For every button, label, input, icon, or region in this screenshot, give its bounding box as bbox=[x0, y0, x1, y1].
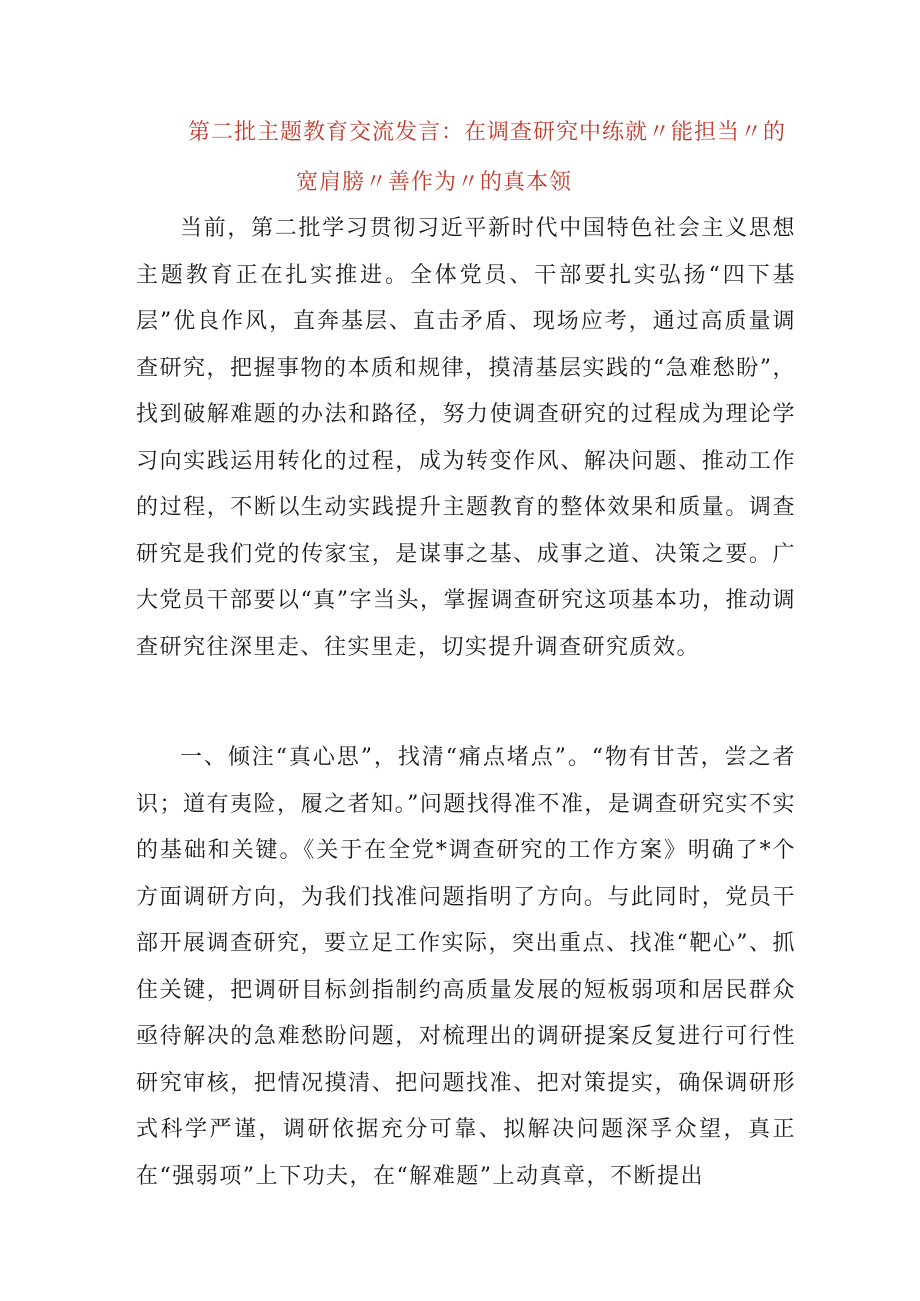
document-title-line-1: 第二批主题教育交流发言：在调查研究中练就〃能担当〃的 bbox=[188, 120, 787, 145]
body-paragraph-intro: 当前，第二批学习贯彻习近平新时代中国特色社会主义思想主题教育正在扎实推进。全体党员、干部要扎实弘扬“四下基层”优良作风，直奔基层、直击矛盾、现场应考，通过高质量调查研究，把握事物的本质和规律，摸清基层实践的“急难愁盼”，找到破解难题的办法和路径，努力使调查研究的过程成为理论学习向实践运用转化的过程，成为转变作风、解决问题、推动工作的过程，不断以生动实践提升主题教育的整体效果和质量。调查研究是我们党的传家宝，是谋事之基、成事之道、决策之要。广大党员干部要以“真”字当头，掌握调查研究这项基本功，推动调查研究往深里走、往实里走，切实提升调查研究质效。 bbox=[136, 216, 796, 660]
document-title-line-2: 宽肩膀〃善作为〃的真本领 bbox=[296, 170, 573, 195]
body-paragraph-section-1: 一、倾注“真心思”，找清“痛点堵点”。“物有甘苦，尝之者识；道有夷险，履之者知。”问题找得准不准，是调查研究实不实的基础和关键。《关于在全党*调查研究的工作方案》明确了*个方面调研方向，为我们找准问题指明了方向。与此同时，党员干部开展调查研究，要立足工作实际，突出重点、找准“靶心”、抓住关键，把调研目标剑指制约高质量发展的短板弱项和居民群众亟待解决的急难愁盼问题，对梳理出的调研提案反复进行可行性研究审核，把情况摸清、把问题找准、把对策提实，确保调研形式科学严谨，调研依据充分可靠、拟解决问题深孚众望，真正在“强弱项”上下功夫，在“解难题”上动真章，不断提出 bbox=[136, 745, 796, 1189]
